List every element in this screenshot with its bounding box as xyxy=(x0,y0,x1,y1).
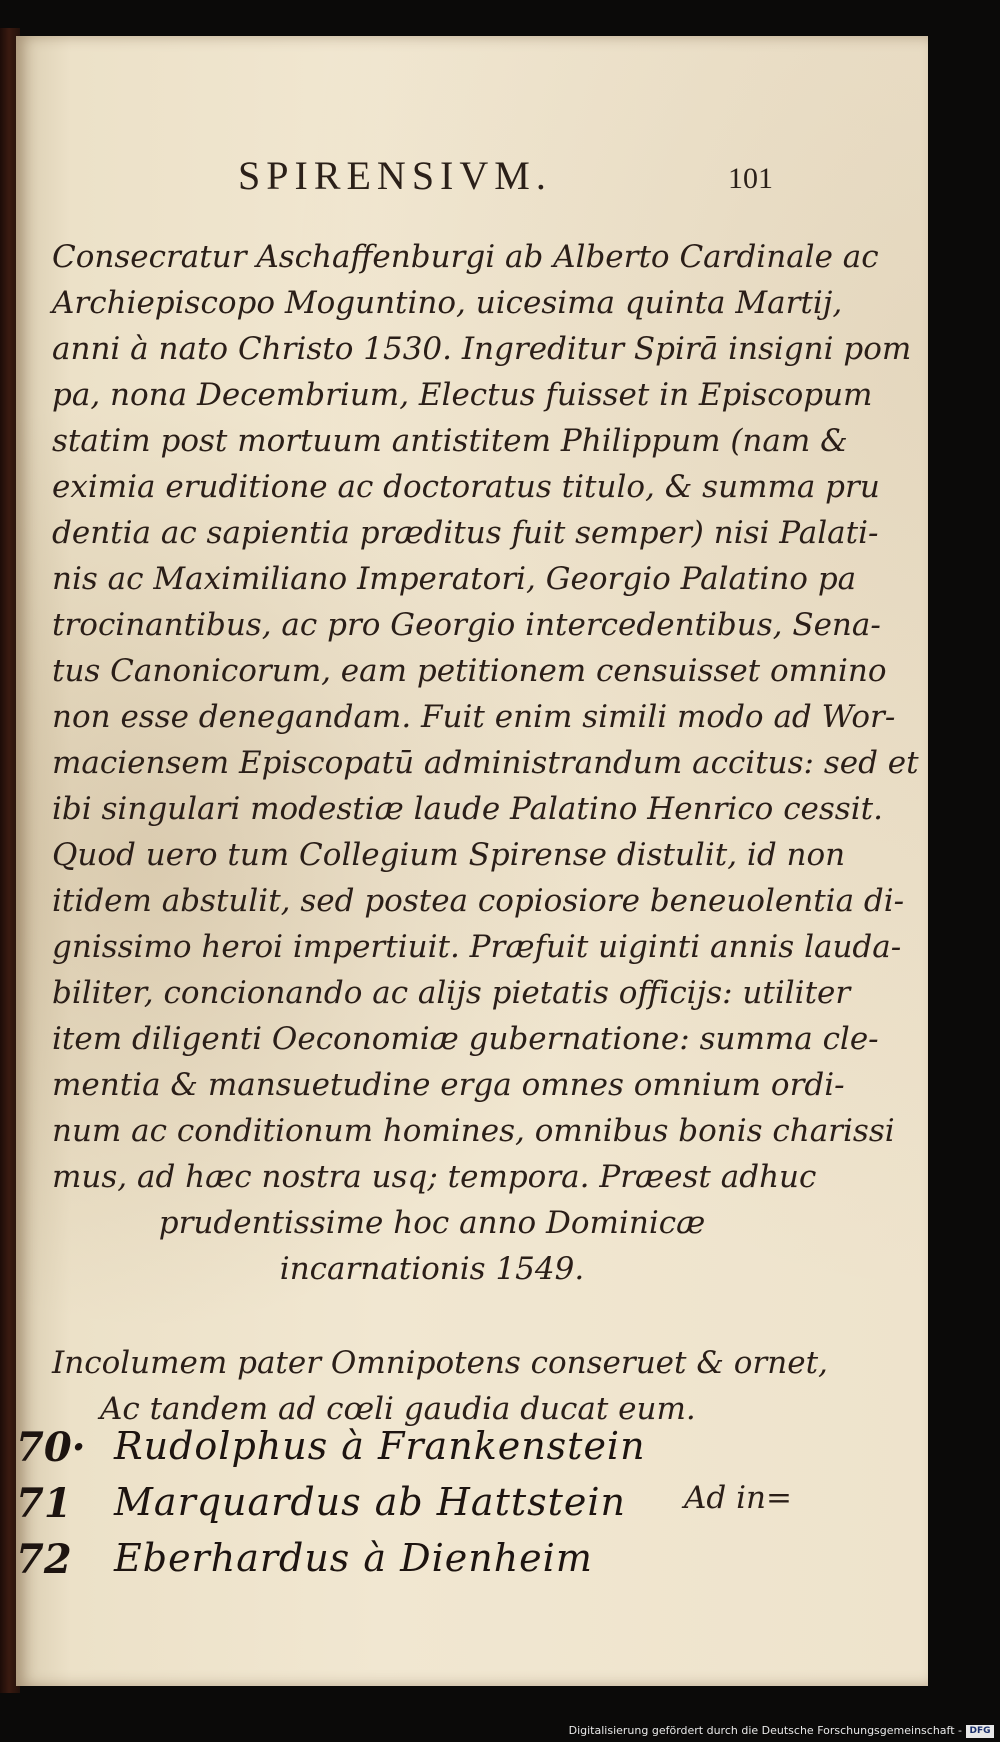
handwritten-entry xyxy=(16,1536,928,1592)
text-line: ibi singulari modestiæ laude Palatino Henrico cessit. xyxy=(52,791,883,827)
text-line: tus Canonicorum, eam petitionem censuisset omnino xyxy=(52,653,887,689)
running-title: SPIRENSIVM. xyxy=(238,153,552,198)
text-line: nis ac Maximiliano Imperatori, Georgio Palatino pa xyxy=(52,561,857,597)
closing-line: Ac tandem ad cœli gaudia ducat eum. xyxy=(100,1391,696,1427)
centered-text-line: incarnationis 1549. xyxy=(279,1251,585,1287)
text-line: maciensem Episcopatū administrandum accitus: sed et xyxy=(52,745,919,781)
centered-text-line: prudentissime hoc anno Dominicæ xyxy=(158,1205,706,1241)
text-line: dentia ac sapientia præditus fuit semper) nisi Palati- xyxy=(52,515,879,551)
text-line: statim post mortuum antistitem Philippum (nam & xyxy=(52,423,848,459)
text-line: non esse denegandam. Fuit enim simili modo ad Wor- xyxy=(52,699,896,735)
text-line: item diligenti Oeconomiæ gubernatione: summa cle- xyxy=(52,1021,879,1057)
closing-verse xyxy=(52,1340,828,1432)
handwritten-entry xyxy=(16,1424,928,1480)
text-line: biliter, concionando ac alijs pietatis officijs: utiliter xyxy=(52,975,851,1011)
text-line: Archiepiscopo Moguntino, uicesima quinta Martij, xyxy=(52,285,843,321)
centered-text-line: mus, ad hæc nostra usq; tempora. Præest adhuc xyxy=(52,1159,817,1195)
text-line: pa, nona Decembrium, Electus fuisset in Episcopum xyxy=(52,377,873,413)
text-line: Quod uero tum Collegium Spirense distulit, id non xyxy=(52,837,846,873)
text-line: anni à nato Christo 1530. Ingreditur Spirā insigni pom xyxy=(52,331,912,367)
entry-number: 70· xyxy=(16,1424,86,1471)
entry-number: 72 xyxy=(16,1536,72,1583)
text-line: num ac conditionum homines, omnibus bonis charissi xyxy=(52,1113,895,1149)
entry-number: 71 xyxy=(16,1480,72,1527)
text-line: itidem abstulit, sed postea copiosiore beneuolentia di- xyxy=(52,883,905,919)
dfg-logo-icon: DFG xyxy=(966,1725,994,1738)
entry-name: Eberhardus à Dienheim xyxy=(114,1536,593,1580)
text-line: trocinantibus, ac pro Georgio intercedentibus, Sena- xyxy=(52,607,881,643)
text-line: mentia & mansuetudine erga omnes omnium ordi- xyxy=(52,1067,845,1103)
closing-line: Incolumem pater Omnipotens conseruet & ornet, xyxy=(52,1345,828,1381)
footer-bar xyxy=(0,1722,1000,1742)
entry-name: Rudolphus à Frankenstein xyxy=(114,1424,646,1468)
catchword: Ad in= xyxy=(684,1480,792,1516)
page-number: 101 xyxy=(728,162,773,195)
entry-name: Marquardus ab Hattstein xyxy=(114,1480,627,1524)
body-text xyxy=(52,234,919,1292)
book-page xyxy=(16,36,928,1686)
text-line: gnissimo heroi impertiuit. Præfuit uiginti annis lauda- xyxy=(52,929,902,965)
running-head xyxy=(16,144,928,204)
text-line: Consecratur Aschaffenburgi ab Alberto Cardinale ac xyxy=(52,239,879,275)
text-line: eximia eruditione ac doctoratus titulo, & summa pru xyxy=(52,469,880,505)
footer-credit: Digitalisierung gefördert durch die Deutsche Forschungsgemeinschaft - xyxy=(568,1724,962,1737)
